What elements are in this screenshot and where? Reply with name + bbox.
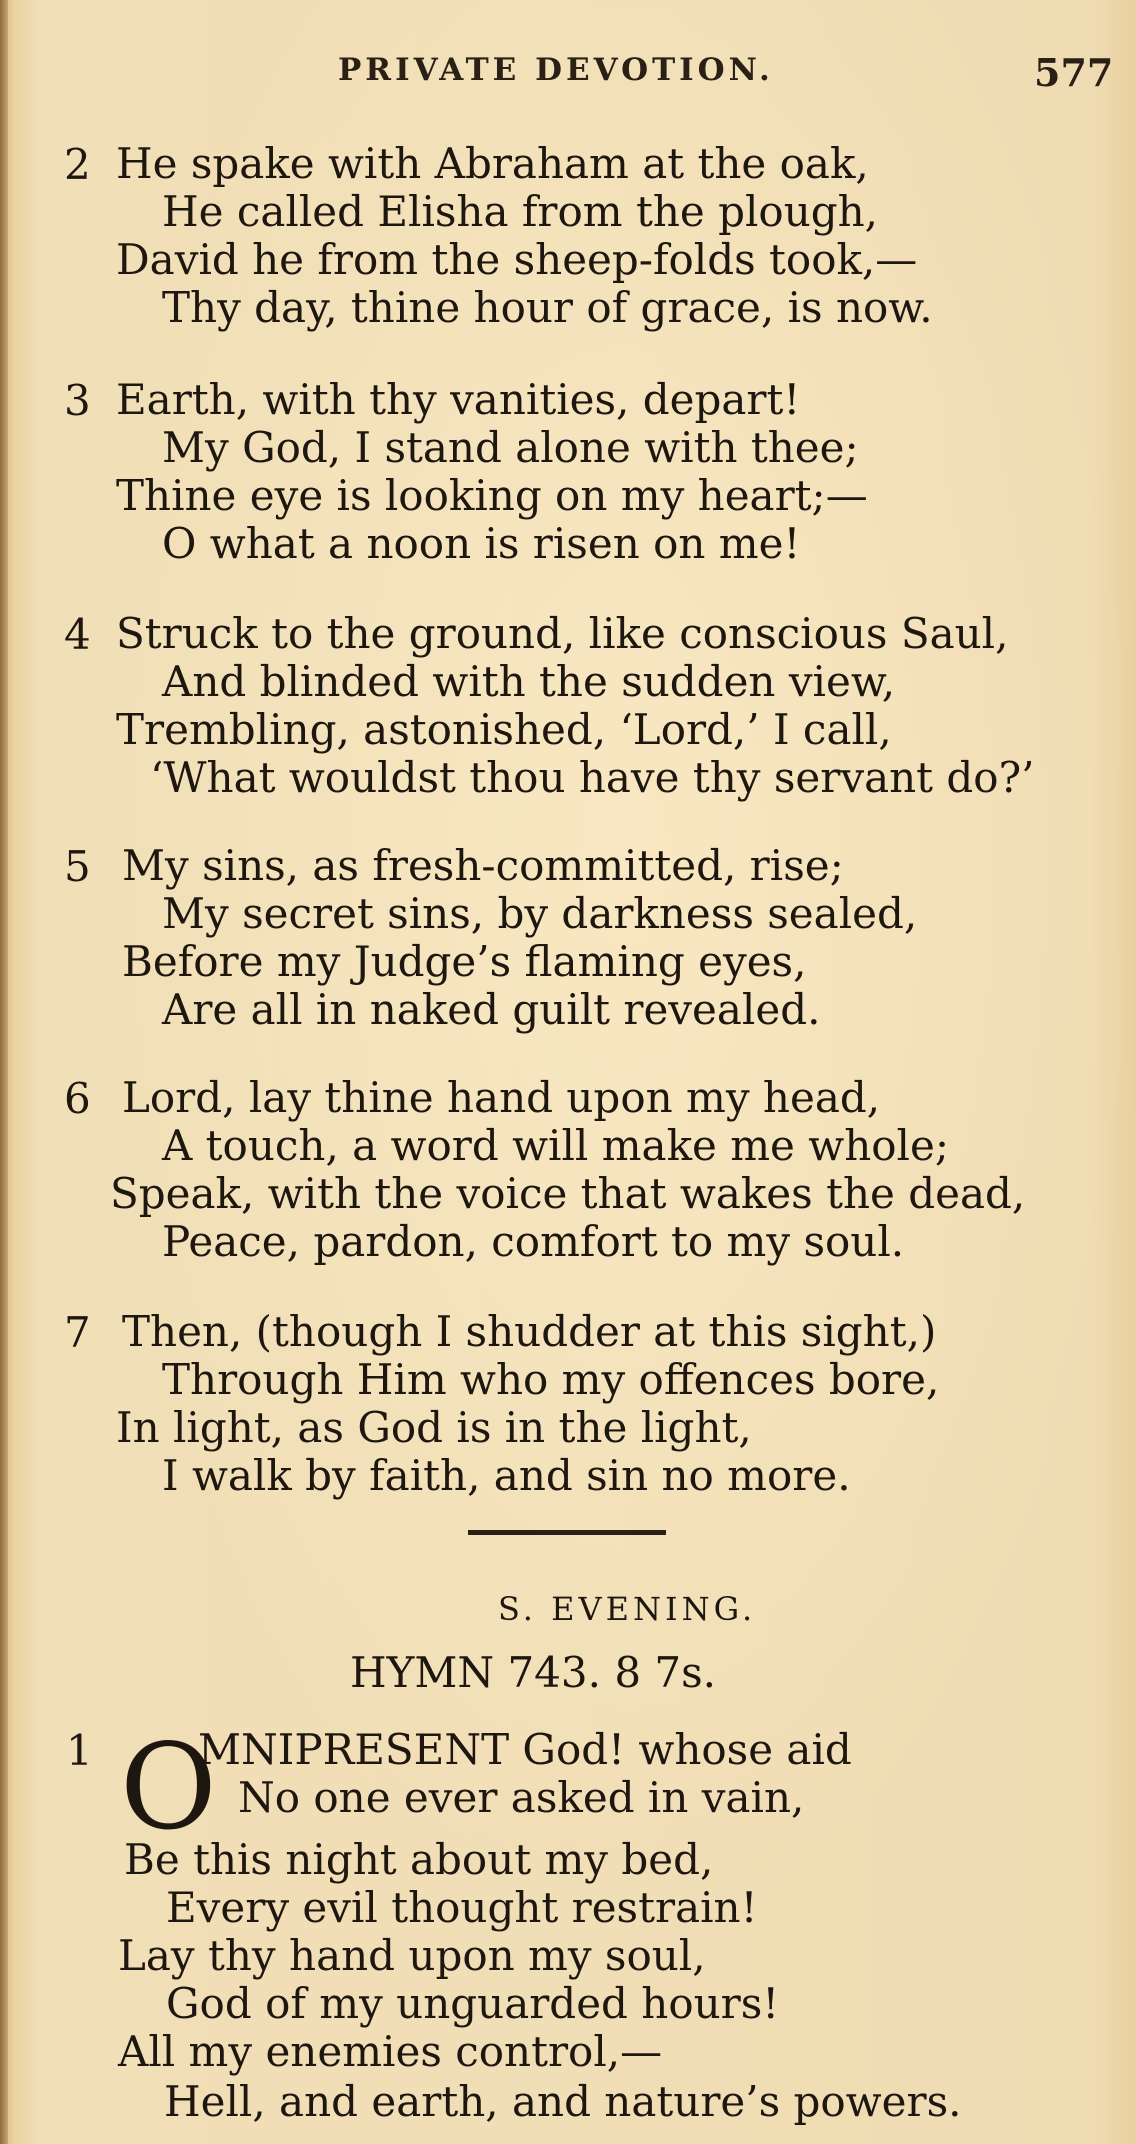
running-head: PRIVATE DEVOTION.: [338, 52, 774, 88]
verse-line: All my enemies control,—: [118, 2027, 663, 2076]
verse-number: 4: [64, 610, 91, 659]
verse-number: 5: [64, 842, 91, 891]
verse-line: Peace, pardon, comfort to my soul.: [162, 1217, 905, 1266]
verse-number: 2: [64, 140, 91, 189]
verse-line: My sins, as fresh-committed, rise;: [122, 841, 844, 890]
verse-line: ‘What wouldst thou have thy servant do?’: [150, 753, 1035, 802]
verse-line: No one ever asked in vain,: [238, 1773, 805, 1822]
section-title: S. EVENING.: [498, 1590, 757, 1628]
verse-line: My God, I stand alone with thee;: [162, 423, 859, 472]
verse-line: David he from the sheep-folds took,—: [116, 235, 918, 284]
verse-number: 7: [64, 1308, 91, 1357]
verse-line: Trembling, astonished, ‘Lord,’ I call,: [116, 705, 892, 754]
verse-line: Before my Judge’s flaming eyes,: [122, 937, 807, 986]
verse-line: Then, (though I shudder at this sight,): [122, 1307, 937, 1356]
verse-line: MNIPRESENT God! whose aid: [198, 1725, 852, 1774]
verse-line: Are all in naked guilt revealed.: [162, 985, 821, 1034]
verse-line: Speak, with the voice that wakes the dead,: [110, 1169, 1026, 1218]
verse-line: God of my unguarded hours!: [166, 1979, 780, 2028]
binding-edge: [0, 0, 8, 2144]
verse-line: I walk by faith, and sin no more.: [162, 1451, 851, 1500]
verse-line: Lord, lay thine hand upon my head,: [122, 1073, 881, 1122]
verse-line: He spake with Abraham at the oak,: [116, 139, 869, 188]
verse-number: 6: [64, 1074, 91, 1123]
verse-line: Struck to the ground, like conscious Saul,: [116, 609, 1009, 658]
section-divider: [468, 1530, 666, 1535]
verse-line: O what a noon is risen on me!: [162, 519, 801, 568]
verse-line: Through Him who my offences bore,: [162, 1355, 940, 1404]
verse-line: A touch, a word will make me whole;: [162, 1121, 949, 1170]
verse-line: Lay thy hand upon my soul,: [118, 1931, 706, 1980]
verse-number: 1: [66, 1726, 93, 1775]
verse-line: Hell, and earth, and nature’s powers.: [164, 2077, 962, 2126]
drop-cap: O: [120, 1718, 217, 1856]
verse-line: Be this night about my bed,: [124, 1835, 714, 1884]
verse-number: 3: [64, 376, 91, 425]
verse-line: My secret sins, by darkness sealed,: [162, 889, 918, 938]
verse-line: He called Elisha from the plough,: [162, 187, 879, 236]
verse-line: And blinded with the sudden view,: [162, 657, 896, 706]
verse-line: Every evil thought restrain!: [166, 1883, 758, 1932]
page-number: 577: [1034, 50, 1114, 95]
hymn-heading: HYMN 743. 8 7s.: [350, 1648, 717, 1697]
verse-line: Earth, with thy vanities, depart!: [116, 375, 801, 424]
verse-line: In light, as God is in the light,: [116, 1403, 752, 1452]
verse-line: Thy day, thine hour of grace, is now.: [162, 283, 933, 332]
verse-line: Thine eye is looking on my heart;—: [116, 471, 868, 520]
